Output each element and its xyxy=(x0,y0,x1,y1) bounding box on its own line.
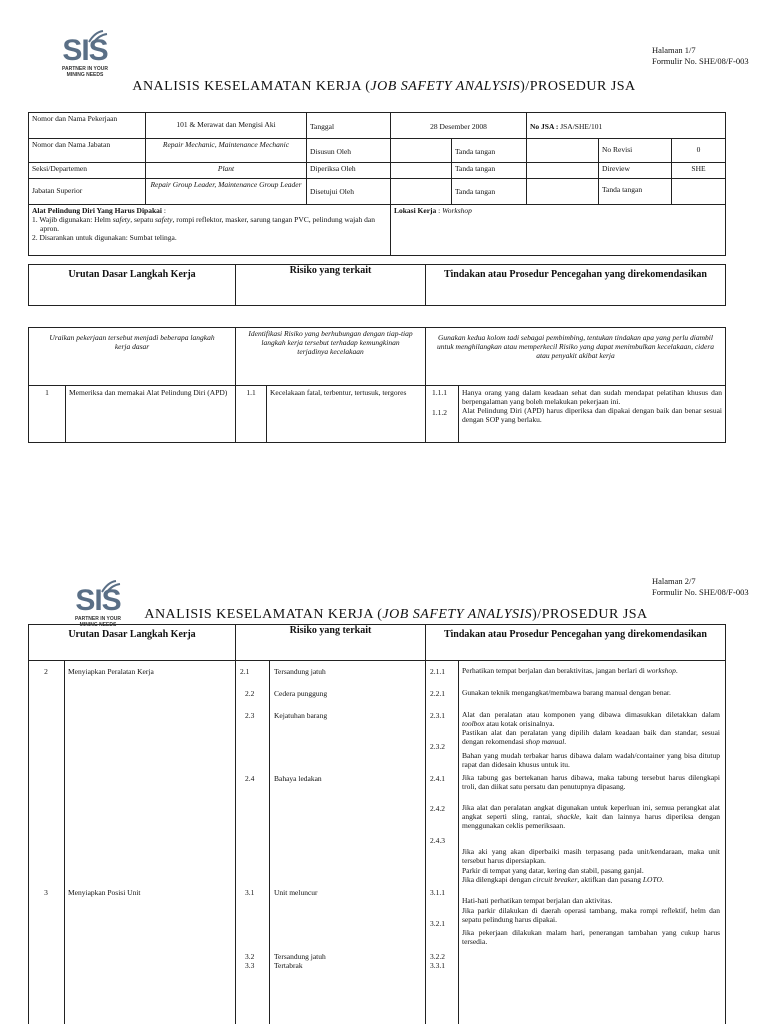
risk-number: 2.1 xyxy=(240,667,250,676)
prepared-value xyxy=(391,139,452,163)
sign-1: Tanda tangan xyxy=(452,139,527,163)
risk-text: Unit meluncur xyxy=(274,888,318,897)
action-text xyxy=(462,710,720,728)
action-number: 3.2.2 xyxy=(430,952,445,961)
a7a: Jika alat dan peralatan angkat digunakan untuk keperluan ini, semua perangkat alat angkat seperti sling, rantai, xyxy=(462,803,720,821)
reviewed-label: Direview xyxy=(599,163,672,179)
apd-colon: : xyxy=(161,206,166,215)
risk-text: Tertabrak xyxy=(274,961,303,970)
risk-cell xyxy=(236,386,426,443)
apd-cell xyxy=(29,205,391,256)
a11e: . xyxy=(661,875,664,884)
location-label: Lokasi Kerja xyxy=(394,206,437,215)
apd-1a: 1. Wajib digunakan: Helm xyxy=(32,215,113,224)
step-text: Memeriksa dan memakai Alat Pelindung Diri (APD) xyxy=(69,388,228,397)
risk-text: Tersandung jatuh xyxy=(274,952,326,961)
logo-tagline-2: MINING NEEDS xyxy=(79,622,117,628)
position-label: Nomor dan Nama Jabatan xyxy=(29,139,146,163)
action-number: 1.1.2 xyxy=(432,408,447,417)
title-prefix: ANALISIS KESELAMATAN KERJA ( xyxy=(132,79,371,94)
job-label: Nomor dan Nama Pekerjaan xyxy=(29,113,146,139)
title-suffix: )/PROSEDUR JSA xyxy=(532,607,648,622)
action-number: 2.4.1 xyxy=(430,774,445,783)
title-italic: JOB SAFETY ANALYSIS xyxy=(370,79,521,94)
instruction-risks: Identifikasi Risiko yang berhubungan dengan tiap-tiap langkah kerja tersebut terhadap kemungkinan terjadinya kecelakaan xyxy=(236,328,426,386)
action-number: 3.3.1 xyxy=(430,961,445,970)
col-line xyxy=(235,660,236,1024)
title-italic: JOB SAFETY ANALYSIS xyxy=(382,607,533,622)
document-title xyxy=(0,79,768,95)
form-number: Formulir No. SHE/08/F-003 xyxy=(652,56,749,66)
header-steps: Urutan Dasar Langkah Kerja xyxy=(29,265,236,306)
page-info xyxy=(652,45,749,67)
apd-title: Alat Pelindung Diri Yang Harus Dipakai xyxy=(32,206,162,215)
header-risks: Risiko yang terkait xyxy=(236,265,426,306)
action-text: Hati-hati perhatikan tempat berjalan dan aktivitas. xyxy=(462,896,613,905)
revision-value: 0 xyxy=(672,139,726,163)
a3a: Alat dan peralatan atau komponen yang dibawa dimasukkan diletakkan dalam xyxy=(462,710,720,719)
position-value: Repair Mechanic, Maintenance Mechanic xyxy=(146,139,307,163)
jsa-label: No JSA : xyxy=(530,122,559,131)
action-text-col xyxy=(459,386,725,442)
page-number: Halaman 1/7 xyxy=(652,45,696,55)
apd-item-2: 2. Disarankan untuk digunakan: Sumbat telinga. xyxy=(32,233,177,242)
action-text: Bahan yang mudah terbakar harus dibawa dalam wadah/container yang bisa ditutup rapat dan didesain khusus untuk itu. xyxy=(462,751,720,769)
action-number: 3.1.1 xyxy=(430,888,445,897)
col-line xyxy=(28,660,29,1024)
action-text: Jika aki yang akan diperbaiki masih terpasang pada unit/kendaraan, maka unit tersebut harus dipersiapkan. xyxy=(462,847,720,865)
checked-label: Diperiksa Oleh xyxy=(307,163,391,179)
col-line xyxy=(64,660,65,1024)
a11a: Jika dilengkapi dengan xyxy=(462,875,534,884)
page-number: Halaman 2/7 xyxy=(652,576,696,586)
instruction-steps: Uraikan pekerjaan tersebut menjadi beberapa langkah kerja dasar xyxy=(29,328,236,386)
action-cell xyxy=(426,386,726,443)
a7c: , kait dan lainnya harus diperiksa dengan menggunakan ceklis pemeriksaan. xyxy=(462,812,720,830)
superior-value: Repair Group Leader, Maintenance Group Leader xyxy=(146,179,307,205)
reviewed-value: SHE xyxy=(672,163,726,179)
action-text: Jika parkir dilakukan di daerah operasi tambang, maka rompi reflektif, helm dan sepatu pelindung harus dipakai. xyxy=(462,906,720,924)
logo-tagline-1: PARTNER IN YOUR xyxy=(62,66,108,72)
a1c: . xyxy=(675,666,678,675)
form-number: Formulir No. SHE/08/F-003 xyxy=(652,587,749,597)
step-text: Menyiapkan Peralatan Kerja xyxy=(68,667,154,676)
approved-value xyxy=(391,179,452,205)
risk-text: Tersandung jatuh xyxy=(274,667,326,676)
date-label: Tanggal xyxy=(307,113,391,139)
sign-1-value xyxy=(527,139,599,163)
jsa-value: JSA/SHE/101 xyxy=(558,122,603,131)
a1a: Perhatikan tempat berjalan dan beraktivitas, jangan berlari di xyxy=(462,666,647,675)
row-divider xyxy=(28,660,726,661)
risk-text: Bahaya ledakan xyxy=(274,774,322,783)
risk-text: Kecelakaan fatal, terbentur, tertusuk, tergores xyxy=(270,388,407,397)
logo-tagline-1: PARTNER IN YOUR xyxy=(75,616,121,622)
action-number: 2.3.2 xyxy=(430,742,445,751)
apd-1e: , rompi reflektor, masker, sarung tangan PVC, pelindung wajah dan apron. xyxy=(40,215,375,233)
risk-number: 2.4 xyxy=(245,774,255,783)
risk-number: 3.1 xyxy=(245,888,255,897)
sign-3-value xyxy=(527,179,599,205)
action-number: 1.1.1 xyxy=(432,388,447,397)
title-suffix: )/PROSEDUR JSA xyxy=(520,79,636,94)
jsa-number xyxy=(527,113,726,139)
a4a: Pastikan alat dan peralatan yang dipilih dalam keadaan baik dan standar, sesuai dengan rekomendasi xyxy=(462,728,720,746)
header-actions: Tindakan atau Prosedur Pencegahan yang direkomendasikan xyxy=(426,625,726,661)
step-text: Menyiapkan Posisi Unit xyxy=(68,888,141,897)
action-text: Jika tabung gas bertekanan harus dibawa, maka tabung tersebut harus dilengkapi troli, dan diikat satu persatu dan penutupnya dipasang. xyxy=(462,773,720,791)
step-number: 2 xyxy=(44,667,48,676)
risk-number: 2.3 xyxy=(245,711,255,720)
col-line xyxy=(425,660,426,1024)
a4b: shop manual xyxy=(525,737,565,746)
risk-number: 3.3 xyxy=(245,961,255,970)
action-text xyxy=(462,728,720,746)
checked-value xyxy=(391,163,452,179)
header-steps: Urutan Dasar Langkah Kerja xyxy=(29,625,236,661)
col-line xyxy=(725,660,726,1024)
job-value: 101 & Merawat dan Mengisi Aki xyxy=(146,113,307,139)
job-info-table xyxy=(28,112,726,256)
action-text xyxy=(462,875,720,884)
revision-label: No Revisi xyxy=(599,139,672,163)
section-value: Plant xyxy=(146,163,307,179)
action-number: 2.4.3 xyxy=(430,836,445,845)
column-header-table-2 xyxy=(28,624,726,661)
sign-4-value xyxy=(672,179,726,205)
column-header-table xyxy=(28,264,726,306)
a11c: , aktifkan dan pasang xyxy=(577,875,643,884)
a1b: workshop xyxy=(646,666,676,675)
action-text xyxy=(462,803,720,830)
sign-2: Tanda tangan xyxy=(452,163,527,179)
jsa-body-table-1 xyxy=(28,327,726,443)
apd-1b: safety xyxy=(112,215,131,224)
risk-text: Kejatuhan barang xyxy=(274,711,328,720)
a3b: toolbox xyxy=(462,719,485,728)
action-number: 2.3.1 xyxy=(430,711,445,720)
action-number: 2.2.1 xyxy=(430,689,445,698)
action-text: Parkir di tempat yang datar, kering dan stabil, pasang ganjal. xyxy=(462,866,644,875)
sign-2-value xyxy=(527,163,599,179)
action-text: Jika pekerjaan dilakukan malam hari, penerangan tambahan yang cukup harus tersedia. xyxy=(462,928,720,946)
risk-number: 3.2 xyxy=(245,952,255,961)
action-text: Gunakan teknik mengangkat/membawa barang manual dengan benar. xyxy=(462,688,671,697)
col-line xyxy=(269,660,270,1024)
a11d: LOTO xyxy=(642,875,662,884)
document-title-2 xyxy=(12,607,768,623)
a7b: shackle xyxy=(556,812,580,821)
title-prefix: ANALISIS KESELAMATAN KERJA ( xyxy=(144,607,383,622)
apd-item-1 xyxy=(32,215,387,233)
a3c: atau kotak orisinalnya. xyxy=(484,719,555,728)
step-number: 1 xyxy=(29,386,66,442)
logo-wordmark: SIS xyxy=(75,584,121,617)
section-label: Seksi/Departemen xyxy=(29,163,146,179)
action-text xyxy=(462,666,720,675)
instruction-actions: Gunakan kedua kolom tadi sebagai pembimbing, tentukan tindakan apa yang perlu diambil untuk menghilangkan atau memperkecil Risiko yang dapat menimbulkan kecelakaan, cidera atau penyakit akibat kerja xyxy=(426,328,726,386)
action-number-col xyxy=(426,386,459,442)
sign-4: Tanda tangan xyxy=(599,179,672,205)
date-value: 28 Desember 2008 xyxy=(391,113,527,139)
logo-wordmark: SIS xyxy=(62,34,108,67)
col-line xyxy=(458,660,459,1024)
action-number: 3.2.1 xyxy=(430,919,445,928)
risk-text: Cedera punggung xyxy=(274,689,328,698)
action-number: 2.1.1 xyxy=(430,667,445,676)
a4c: . xyxy=(564,737,567,746)
step-number: 3 xyxy=(44,888,48,897)
prepared-label: Disusun Oleh xyxy=(307,139,391,163)
approved-label: Disetujui Oleh xyxy=(307,179,391,205)
table-row xyxy=(29,386,236,443)
apd-1d: safety xyxy=(155,215,173,224)
company-logo xyxy=(45,30,125,78)
page-info-2 xyxy=(652,576,749,598)
risk-number: 2.2 xyxy=(245,689,255,698)
location-value: Workshop xyxy=(442,206,472,215)
action-number: 2.4.2 xyxy=(430,804,445,813)
action-text: Alat Pelindung Diri (APD) harus diperiksa dan dipakai dengan baik dan benar sesuai dengan SOP yang berlaku. xyxy=(462,406,722,424)
logo-tagline-2: MINING NEEDS xyxy=(66,72,104,78)
action-text: Hanya orang yang dalam keadaan sehat dan sudah mendapat pelatihan khusus dan berpengalaman yang boleh melakukan pekerjaan ini. xyxy=(462,388,722,406)
a11b: circuit breaker xyxy=(533,875,578,884)
header-actions: Tindakan atau Prosedur Pencegahan yang direkomendasikan xyxy=(426,265,726,306)
apd-1c: , sepatu xyxy=(130,215,155,224)
location-cell: Lokasi Kerja : Workshop xyxy=(391,205,726,256)
header-risks: Risiko yang terkait xyxy=(236,625,426,661)
sign-3: Tanda tangan xyxy=(452,179,527,205)
risk-number: 1.1 xyxy=(236,386,267,442)
superior-label: Jabatan Superior xyxy=(29,179,146,205)
